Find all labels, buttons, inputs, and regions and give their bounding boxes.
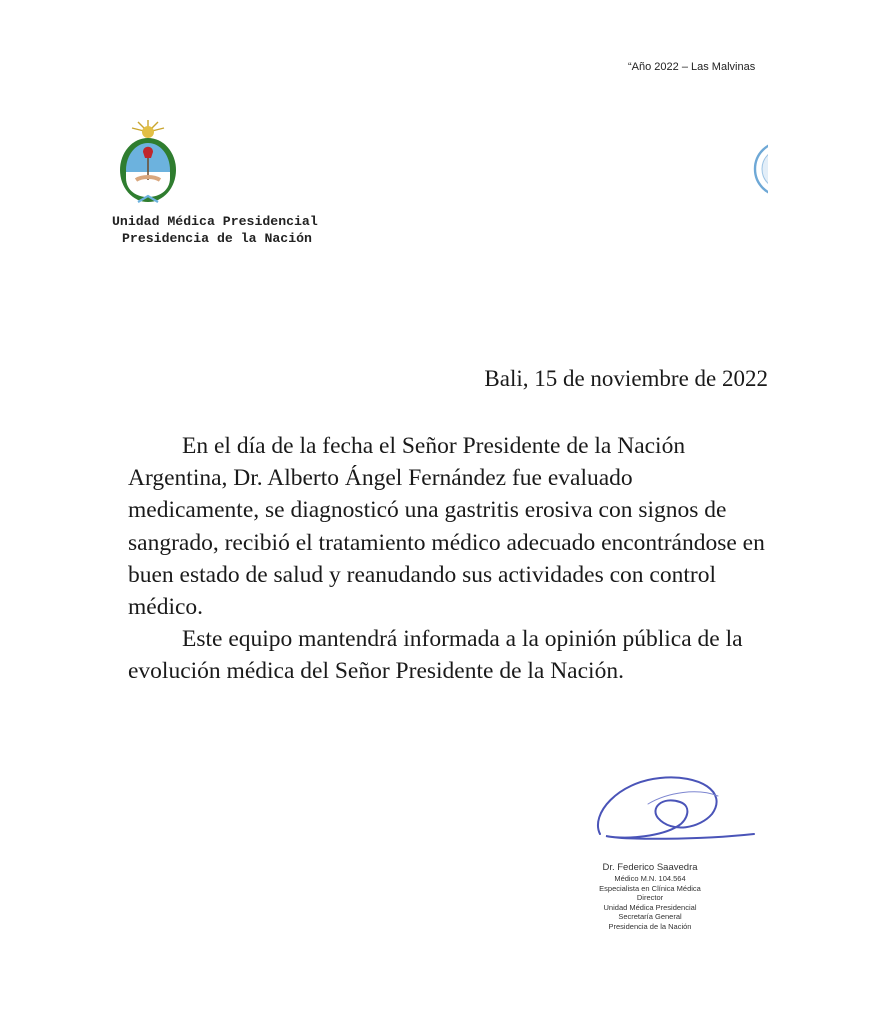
argentina-coat-of-arms-icon (116, 118, 180, 208)
handwritten-signature (588, 770, 758, 852)
malvinas-seal-icon (752, 140, 768, 198)
unit-name: Unidad Médica Presidencial (112, 214, 318, 229)
unit-presidency: Presidencia de la Nación (122, 231, 312, 246)
signer-office: Presidencia de la Nación (608, 921, 692, 931)
signer-name: Dr. Federico Saavedra (602, 862, 698, 873)
header-motto: “Año 2022 – Las Malvinas (628, 61, 756, 73)
letter-body (128, 430, 768, 688)
letter-date: Bali, 15 de noviembre de 2022 (484, 366, 768, 391)
signer-unit: Unidad Médica Presidencial (603, 902, 697, 912)
paragraph-diagnosis: En el día de la fecha el Señor Presidente de la Nación Argentina, Dr. Alberto Ángel Fernández fue evaluado medicamente, se diagnosticó una gastritis erosiva con signos de sangrado, recibió el tratamiento médico adecuado encontrándose en buen estado de salud y reanudando sus actividades con control médico. (128, 433, 765, 621)
paragraph-followup: Este equipo mantendrá informada a la opinión pública de la evolución médica del Señor Presidente de la Nación. (128, 626, 743, 685)
signer-role: Director (636, 893, 664, 902)
signer-secretariat: Secretaría General (618, 912, 682, 921)
signer-specialty: Especialista en Clínica Médica (599, 883, 701, 893)
signature-block (570, 862, 730, 931)
unit-heading (112, 213, 318, 247)
signer-license: Médico M.N. 104.564 (614, 874, 686, 883)
